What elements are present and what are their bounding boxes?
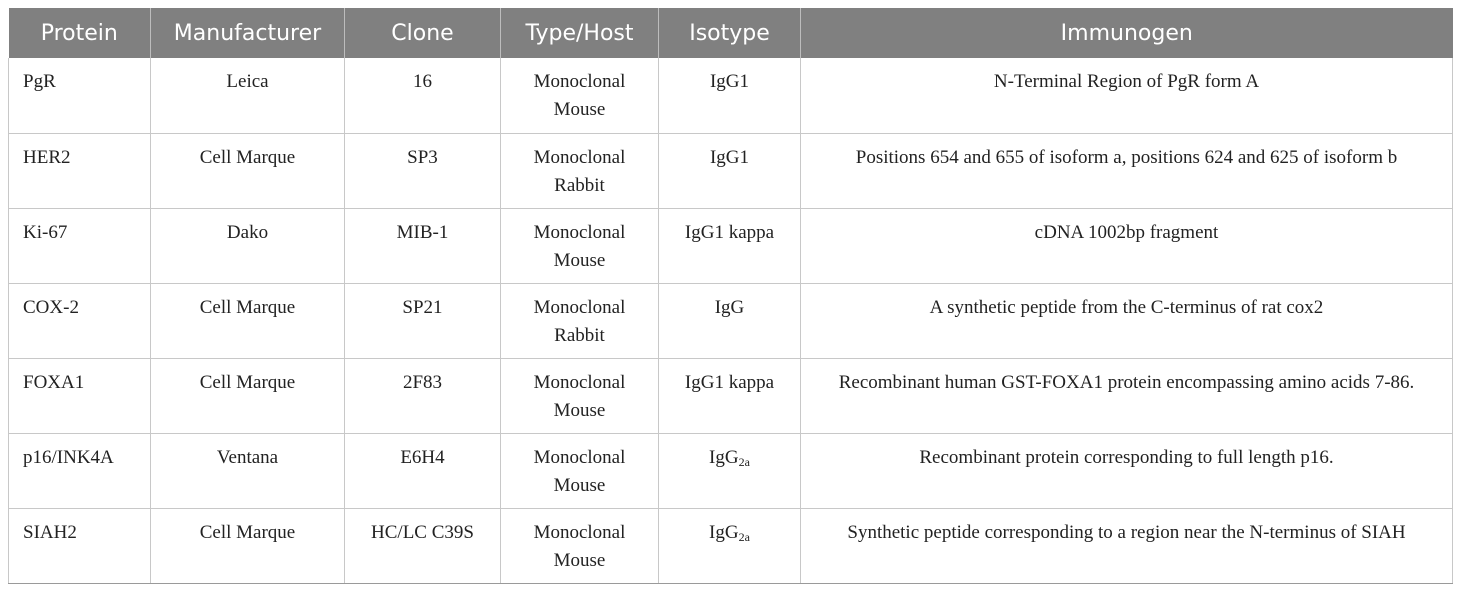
host-line: Mouse (553, 549, 606, 571)
header-isotype: Isotype (659, 8, 801, 58)
cell-manufacturer: Cell Marque (151, 358, 345, 433)
table-row (9, 358, 1453, 433)
table-row (9, 433, 1453, 508)
cell-immunogen: A synthetic peptide from the C-terminus of rat cox2 (801, 283, 1453, 358)
cell-clone: 16 (345, 58, 501, 133)
cell-manufacturer: Ventana (151, 433, 345, 508)
isotype-text: IgG (709, 446, 739, 468)
host-line: Mouse (553, 249, 606, 271)
isotype-text: IgG (714, 296, 745, 318)
cell-protein: HER2 (9, 133, 151, 208)
type-line: Monoclonal (533, 146, 626, 168)
type-line: Monoclonal (533, 521, 626, 543)
header-protein: Protein (9, 8, 151, 58)
type-line: Monoclonal (533, 221, 626, 243)
host-line: Rabbit (554, 324, 605, 346)
type-line: Monoclonal (533, 446, 626, 468)
cell-type-host (501, 508, 659, 583)
isotype-text: IgG1 kappa (684, 371, 775, 393)
cell-isotype (659, 208, 801, 283)
cell-protein: FOXA1 (9, 358, 151, 433)
isotype-text: IgG1 (709, 71, 750, 92)
cell-isotype (659, 283, 801, 358)
cell-protein: PgR (9, 58, 151, 133)
cell-immunogen: N-Terminal Region of PgR form A (801, 58, 1453, 133)
cell-isotype (659, 433, 801, 508)
cell-clone: 2F83 (345, 358, 501, 433)
cell-protein: SIAH2 (9, 508, 151, 583)
cell-clone: E6H4 (345, 433, 501, 508)
table-row (9, 508, 1453, 583)
isotype-text: IgG (709, 521, 739, 543)
cell-type-host (501, 283, 659, 358)
header-row (9, 8, 1453, 58)
cell-type-host (501, 58, 659, 133)
cell-type-host (501, 358, 659, 433)
cell-type-host (501, 433, 659, 508)
cell-protein: COX-2 (9, 283, 151, 358)
isotype-subscript: 2a (738, 454, 750, 469)
isotype-text: IgG1 kappa (684, 221, 775, 243)
cell-immunogen: Recombinant human GST-FOXA1 protein encompassing amino acids 7-86. (801, 358, 1453, 433)
cell-immunogen: Recombinant protein corresponding to full length p16. (801, 433, 1453, 508)
host-line: Mouse (553, 399, 606, 421)
cell-clone: HC/LC C39S (345, 508, 501, 583)
cell-isotype (659, 358, 801, 433)
host-line: Mouse (553, 99, 606, 120)
cell-isotype (659, 58, 801, 133)
table-row (9, 133, 1453, 208)
cell-isotype (659, 508, 801, 583)
cell-manufacturer: Cell Marque (151, 508, 345, 583)
antibody-table (8, 8, 1453, 584)
isotype-text: IgG1 (709, 146, 750, 168)
header-clone: Clone (345, 8, 501, 58)
host-line: Mouse (553, 474, 606, 496)
header-immunogen: Immunogen (801, 8, 1453, 58)
header-manufacturer: Manufacturer (151, 8, 345, 58)
host-line: Rabbit (554, 174, 605, 196)
table-row (9, 58, 1453, 133)
type-line: Monoclonal (533, 371, 626, 393)
cell-immunogen: cDNA 1002bp fragment (801, 208, 1453, 283)
cell-clone: SP3 (345, 133, 501, 208)
isotype-subscript: 2a (738, 529, 750, 544)
cell-clone: SP21 (345, 283, 501, 358)
type-line: Monoclonal (533, 296, 626, 318)
cell-manufacturer: Dako (151, 208, 345, 283)
cell-type-host (501, 208, 659, 283)
cell-immunogen: Positions 654 and 655 of isoform a, positions 624 and 625 of isoform b (801, 133, 1453, 208)
cell-isotype (659, 133, 801, 208)
cell-protein: Ki-67 (9, 208, 151, 283)
cell-immunogen: Synthetic peptide corresponding to a region near the N-terminus of SIAH (801, 508, 1453, 583)
cell-protein: p16/INK4A (9, 433, 151, 508)
cell-type-host (501, 133, 659, 208)
table-row (9, 208, 1453, 283)
header-type-host: Type/Host (501, 8, 659, 58)
cell-manufacturer: Cell Marque (151, 283, 345, 358)
type-line: Monoclonal (533, 71, 626, 92)
table-row (9, 283, 1453, 358)
cell-clone: MIB-1 (345, 208, 501, 283)
cell-manufacturer: Leica (151, 58, 345, 133)
cell-manufacturer: Cell Marque (151, 133, 345, 208)
